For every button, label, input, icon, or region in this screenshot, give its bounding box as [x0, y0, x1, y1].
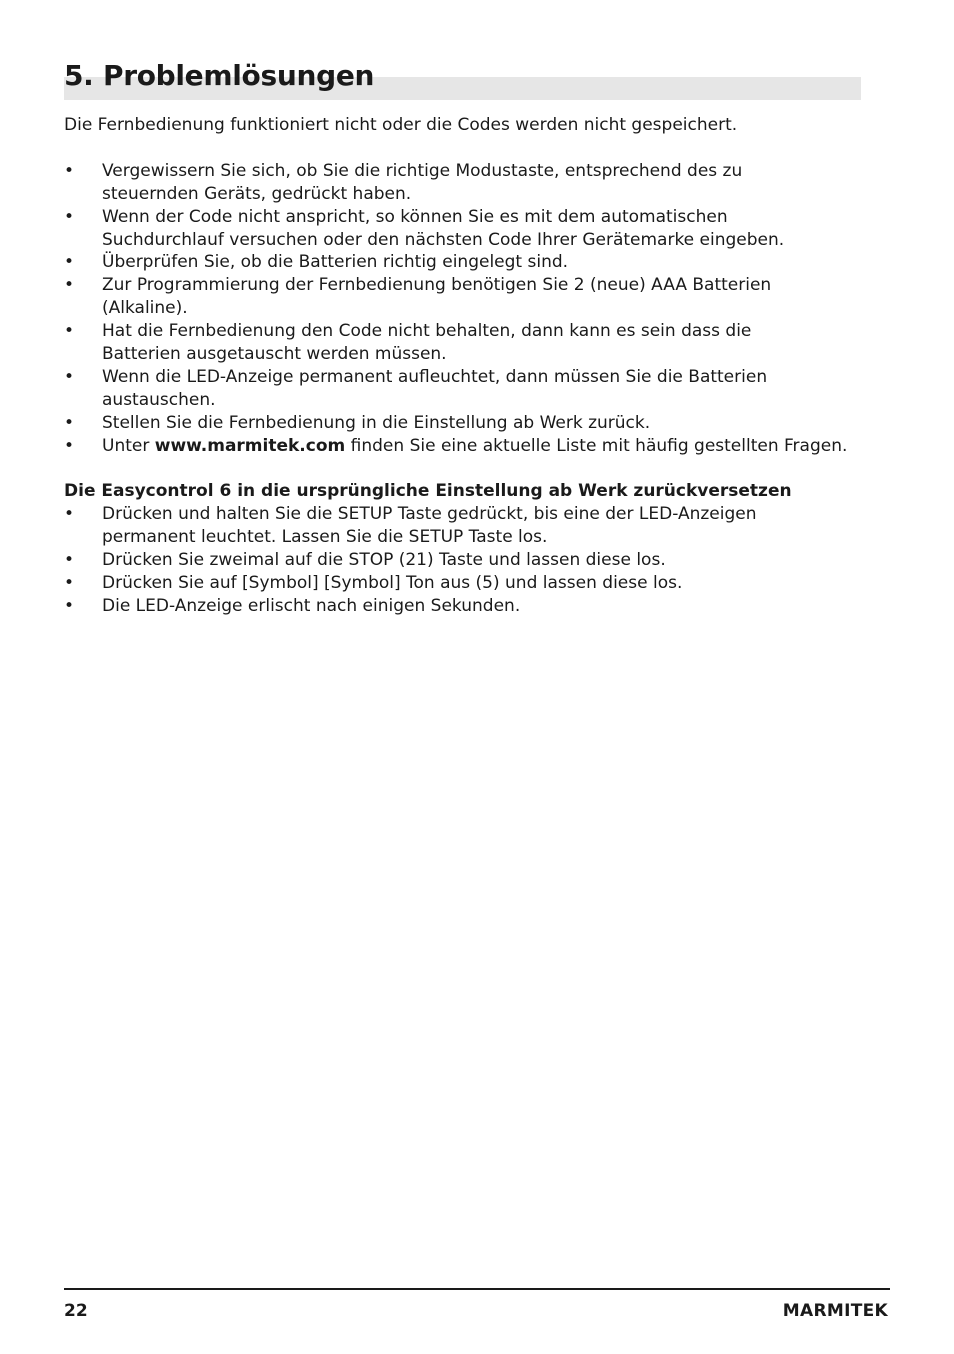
- list-item: • Wenn der Code nicht anspricht, so können Sie es mit dem automatischen Suchdurchlauf versuchen oder den nächsten Code Ihrer Gerätemarke eingeben.: [64, 206, 785, 250]
- bullet: •: [64, 366, 75, 387]
- list-item: • Vergewissern Sie sich, ob Sie die richtige Modustaste, entsprechend des zu steuernden Geräts, gedrückt haben.: [64, 160, 743, 204]
- bullet: •: [64, 412, 75, 433]
- list-item: • Die LED-Anzeige erlischt nach einigen Sekunden.: [64, 596, 521, 616]
- troubleshooting-list: [64, 160, 864, 458]
- bullet: •: [64, 160, 75, 181]
- bullet: •: [64, 504, 75, 525]
- list-item: • Hat die Fernbedienung den Code nicht behalten, dann kann es sein dass die Batterien ausgetauscht werden müssen.: [64, 321, 752, 365]
- bullet: •: [64, 573, 75, 594]
- footer-divider: [64, 1288, 890, 1290]
- page-number: 22: [64, 1301, 88, 1321]
- bullet: •: [64, 252, 75, 273]
- bullet: •: [64, 321, 75, 342]
- page-title: 5. Problemlösungen: [64, 59, 375, 92]
- reset-steps-list: [64, 503, 864, 618]
- intro-paragraph: Die Fernbedienung funktioniert nicht oder die Codes werden nicht gespeichert.: [64, 115, 738, 135]
- main-content: [64, 114, 864, 618]
- list-item: • Drücken und halten Sie die SETUP Taste gedrückt, bis eine der LED-Anzeigen permanent leuchtet. Lassen Sie die SETUP Taste los.: [64, 504, 757, 548]
- list-item: • Zur Programmierung der Fernbedienung benötigen Sie 2 (neue) AAA Batterien (Alkaline).: [64, 275, 772, 319]
- list-item-url: • Unter www.marmitek.com finden Sie eine aktuelle Liste mit häufig gestellten Fragen.: [64, 435, 848, 456]
- list-item: • Überprüfen Sie, ob die Batterien richtig eingelegt sind.: [64, 252, 569, 273]
- bullet: •: [64, 275, 75, 296]
- list-item: • Stellen Sie die Fernbedienung in die Einstellung ab Werk zurück.: [64, 412, 651, 433]
- reset-section-title: Die Easycontrol 6 in die ursprüngliche Einstellung ab Werk zurückversetzen: [64, 481, 792, 502]
- bullet: •: [64, 550, 75, 571]
- bullet: •: [64, 206, 75, 227]
- list-item: • Drücken Sie zweimal auf die STOP (21) Taste und lassen diese los.: [64, 550, 666, 571]
- bullet: •: [64, 596, 75, 616]
- list-item: • Wenn die LED-Anzeige permanent aufleuchtet, dann müssen Sie die Batterien austauschen.: [64, 366, 768, 410]
- bullet: •: [64, 435, 75, 456]
- marmitek-link[interactable]: www.marmitek.com: [154, 435, 346, 456]
- list-item: • Drücken Sie auf [Symbol] [Symbol] Ton aus (5) und lassen diese los.: [64, 573, 683, 594]
- brand-name: MARMITEK: [782, 1301, 888, 1321]
